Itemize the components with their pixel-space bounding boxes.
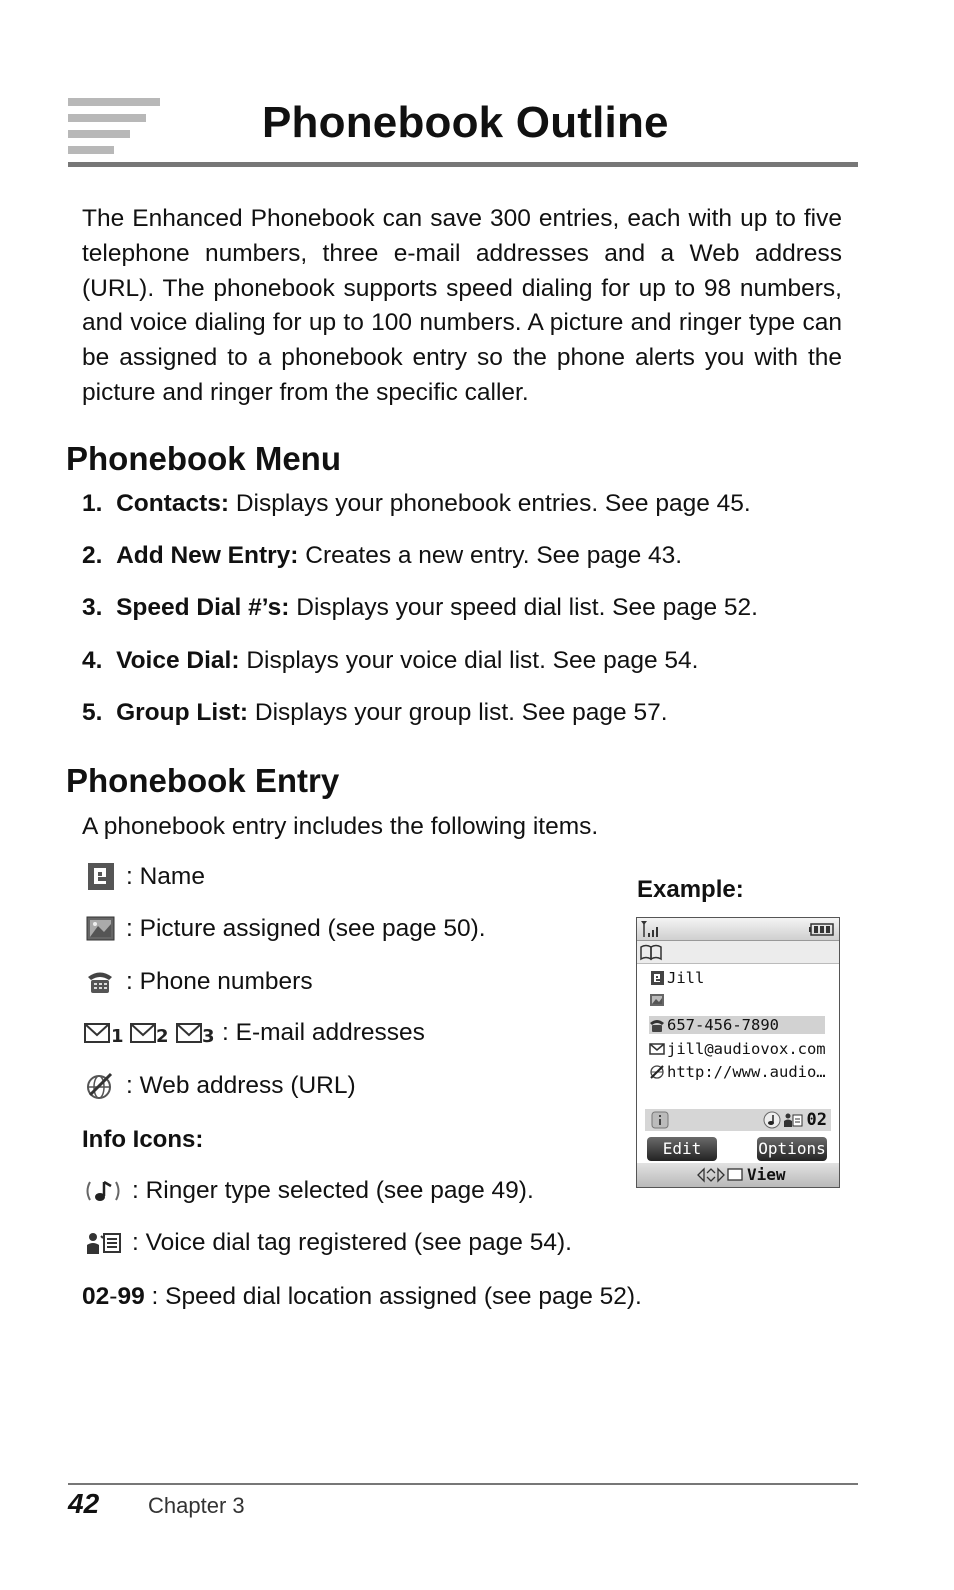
nav-keys-icon <box>695 1165 745 1185</box>
voice-tag-icon <box>783 1111 803 1129</box>
speed-sep: - <box>109 1283 118 1310</box>
menu-item <box>82 647 698 675</box>
page-number: 42 <box>68 1488 100 1519</box>
menu-item <box>82 699 668 727</box>
email-icon <box>649 1041 665 1057</box>
phone-name: Jill <box>667 969 705 987</box>
speed-from: 02 <box>82 1283 110 1310</box>
menu-item-desc: Displays your voice dial list. See page 54. <box>246 647 699 674</box>
intro-paragraph: The Enhanced Phonebook can save 300 entries, each with up to five telephone numbers, three e-mail addresses and a Web address (URL). The phonebook supports speed dialing for up to 98 numbers, and voice dialing for up to 100 numbers. A picture and ringer type can be assigned to a phonebook entry so the phone alerts you with the picture and ringer from the specific caller. <box>82 205 842 406</box>
speed-dial-line <box>82 1283 642 1311</box>
picture-icon <box>649 992 665 1008</box>
header-stripe <box>68 98 160 106</box>
menu-item-num: 1. <box>82 490 103 517</box>
name-icon <box>84 862 116 892</box>
voice-tag-icon <box>84 1228 122 1258</box>
menu-item-label: Contacts: <box>116 490 230 517</box>
page-title: Phonebook Outline <box>262 98 669 147</box>
svg-text:2: 2 <box>156 1026 169 1047</box>
header-stripe <box>68 114 146 122</box>
entry-heading: Phonebook Entry <box>66 762 340 799</box>
phone-status-bar <box>637 918 839 941</box>
menu-item-desc: Creates a new entry. See page 43. <box>305 542 683 569</box>
view-label[interactable]: View <box>747 1165 786 1184</box>
menu-item-desc: Displays your group list. See page 57. <box>254 699 668 726</box>
phone-screen <box>636 917 840 1188</box>
web-icon <box>84 1071 116 1101</box>
email-icon <box>84 1021 214 1045</box>
info-item-voice-tag <box>84 1228 572 1258</box>
chapter-label: Chapter 3 <box>148 1493 245 1518</box>
svg-text:1: 1 <box>111 1026 124 1047</box>
entry-item-web <box>84 1071 356 1101</box>
entry-item-text: : Name <box>126 863 205 890</box>
entry-intro: A phonebook entry includes the following items. <box>82 813 599 840</box>
phone-url-line <box>649 1063 826 1081</box>
phone-title-bar <box>637 941 839 964</box>
name-icon <box>649 970 665 986</box>
menu-item-num: 3. <box>82 594 103 621</box>
entry-item-text: : Web address (URL) <box>126 1072 356 1099</box>
info-item-text: : Voice dial tag registered (see page 54). <box>132 1229 572 1256</box>
entry-item-text: : Picture assigned (see page 50). <box>126 915 486 942</box>
info-icons-heading: Info Icons: <box>82 1126 204 1153</box>
menu-item-num: 5. <box>82 699 103 726</box>
header-stripe <box>68 146 114 154</box>
phone-email: jill@audiovox.com <box>667 1040 826 1058</box>
info-icon <box>651 1111 669 1129</box>
phone-icon <box>84 967 116 997</box>
ringer-icon <box>763 1111 781 1129</box>
phone-info-bar <box>645 1109 831 1131</box>
edit-button[interactable]: Edit <box>647 1137 717 1161</box>
entry-item-phone <box>84 967 313 997</box>
phone-number-line <box>649 1016 825 1034</box>
info-item-text: : Ringer type selected (see page 49). <box>132 1177 534 1204</box>
menu-item <box>82 542 682 570</box>
phone-speed-number: 02 <box>806 1110 827 1130</box>
phone-url: http://www.audio… <box>667 1063 826 1081</box>
footer-rule <box>68 1483 858 1485</box>
menu-item <box>82 490 751 518</box>
info-item-ringer <box>84 1176 534 1206</box>
menu-item <box>82 594 758 622</box>
entry-item-name <box>84 862 205 892</box>
menu-item-desc: Displays your speed dial list. See page 52. <box>296 594 758 621</box>
menu-item-desc: Displays your phonebook entries. See page 45. <box>235 490 751 517</box>
entry-item-picture <box>84 914 486 944</box>
entry-item-email <box>84 1019 425 1047</box>
menu-item-num: 2. <box>82 542 103 569</box>
phone-name-line <box>649 969 704 987</box>
phone-nav-bar <box>637 1163 839 1187</box>
battery-icon <box>809 923 835 937</box>
menu-item-label: Group List: <box>116 699 249 726</box>
entry-item-text: : Phone numbers <box>126 968 313 995</box>
title-rule <box>68 162 858 167</box>
signal-icon <box>639 919 663 939</box>
phone-icon <box>649 1017 665 1033</box>
speed-text: : Speed dial location assigned (see page 52). <box>144 1283 642 1310</box>
menu-item-label: Add New Entry: <box>116 542 299 569</box>
picture-icon <box>84 914 116 944</box>
entry-item-text: : E-mail addresses <box>222 1019 425 1046</box>
header-stripe <box>68 130 130 138</box>
example-label: Example: <box>637 876 744 903</box>
phone-number: 657-456-7890 <box>667 1016 779 1034</box>
web-icon <box>649 1064 665 1080</box>
phone-email-line <box>649 1040 826 1058</box>
options-button[interactable]: Options <box>757 1137 827 1161</box>
menu-item-label: Speed Dial #’s: <box>116 594 290 621</box>
ringer-icon <box>84 1176 122 1206</box>
book-icon <box>639 942 665 962</box>
menu-item-num: 4. <box>82 647 103 674</box>
menu-heading: Phonebook Menu <box>66 440 341 477</box>
svg-text:3: 3 <box>202 1026 215 1047</box>
phone-picture-line <box>649 992 667 1008</box>
menu-item-label: Voice Dial: <box>116 647 240 674</box>
speed-to: 99 <box>117 1283 145 1310</box>
